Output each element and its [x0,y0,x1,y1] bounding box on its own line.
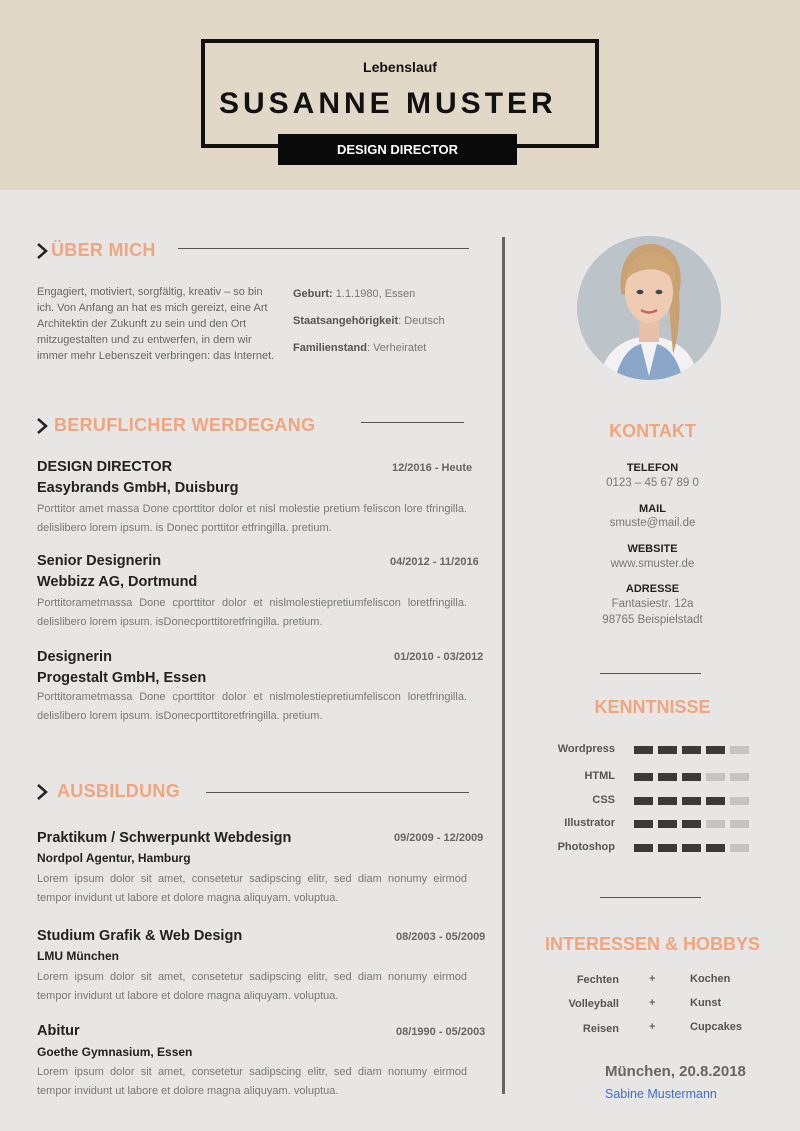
career-entry-2-title: Senior Designerin [37,553,162,569]
skill-bar-filled [658,844,677,852]
skill-bar-filled [658,797,677,805]
signature: Sabine Mustermann [605,1087,717,1101]
career-entry-3-company: Progestalt GmbH, Essen [37,670,207,686]
education-entry-2-title: Studium Grafik & Web Design [37,928,243,944]
personal-facts [293,288,503,369]
education-entry-2-desc: Lorem ipsum dolor sit amet, consetetur sadipscing elitr, sed diam nonumy eirmod tempor invidunt ut labore et dolore magna aliquyam. voluptua. [37,971,467,1002]
contact-address-line-1: Fantasiestr. 12a [611,598,694,610]
fact-nationality: Staatsangehörigkeit: Deutsch [293,315,445,327]
hobby-right-3: Cupcakes [690,1021,742,1033]
career-entry-1-date: 12/2016 - Heute [392,462,473,474]
skill-bar-empty [730,773,749,781]
skill-bar-filled [682,844,701,852]
about-text: Engagiert, motiviert, sorgfältig, kreativ – so bin ich. Von Anfang an hat es mich gereizt, eine Art Architektin der Zukunft zu sein und den Ort mitzugestalten und zu entwerfen, in dem wir immer mehr Lebenszeit verbringen: das Internet. [37,286,275,362]
education-entry-1-title: Praktikum / Schwerpunkt Webdesign [37,830,292,846]
skill-bar-filled [634,746,653,754]
contact-phone-label: TELEFON [626,462,679,474]
contact-mail-value: smuste@mail.de [609,517,696,529]
skill-bar-filled [682,746,701,754]
education-entry-3-desc: Lorem ipsum dolor sit amet, consetetur sadipscing elitr, sed diam nonumy eirmod tempor invidunt ut labore et dolore magna aliquyam. voluptua. [37,1066,467,1097]
skill-row [520,817,750,831]
hobby-left-3: Reisen [582,1023,619,1035]
skill-bar-empty [730,797,749,805]
education-entry-1-date: 09/2009 - 12/2009 [394,832,484,844]
job-title-banner: DESIGN DIRECTOR [278,134,517,165]
skill-bar-filled [706,746,725,754]
career-entry-2-company: Webbizz AG, Dortmund [37,574,198,590]
career-heading [35,415,315,436]
education-divider [206,792,469,793]
hobby-separator-3: + [649,1021,656,1033]
header-band [0,0,800,190]
skill-bar-filled [682,797,701,805]
skill-bar-empty [730,844,749,852]
skill-bar-filled [682,773,701,781]
skill-row [520,794,750,808]
contact-address-line-2: 98765 Beispielstadt [602,614,703,626]
hobby-separator-2: + [649,997,656,1009]
column-divider [502,237,505,1094]
education-heading [35,781,180,802]
career-entry-3-date: 01/2010 - 03/2012 [394,651,484,663]
skill-bar-filled [706,797,725,805]
skill-level-bars [634,797,749,805]
skills-divider [600,897,701,898]
skill-name: Illustrator [564,817,615,829]
skill-level-bars [634,746,749,754]
skill-level-bars [634,820,749,828]
education-entry-1-desc: Lorem ipsum dolor sit amet, consetetur sadipscing elitr, sed diam nonumy eirmod tempor invidunt ut labore et dolore magna aliquyam. voluptua. [37,873,467,904]
education-title: AUSBILDUNG [57,781,180,801]
career-entry-3-desc: Porttitorametmassa Done cporttitor dolor et nislmolestiepretiumfeliscon loretfringilla. delislibero lorem ipsum. isDonecporttitoretfringilla. pretium. [37,691,467,722]
education-entry-3-date: 08/1990 - 05/2003 [396,1026,486,1038]
contact-website-label: WEBSITE [627,543,678,555]
career-divider [361,422,464,423]
education-entry-1-org: Nordpol Agentur, Hamburg [37,851,191,865]
hobbies-title: INTERESSEN & HOBBYS [544,934,761,954]
contact-divider [600,673,701,674]
contact-address-label: ADRESSE [625,583,680,595]
skill-bar-empty [706,820,725,828]
skill-bar-empty [730,746,749,754]
fact-birth: Geburt: 1.1.1980, Essen [293,288,416,300]
profile-photo [577,236,721,380]
career-entry-2-desc: Porttitorametmassa Done cporttitor dolor et nislmolestiepretiumfeliscon loretfringilla. delislibero lorem ipsum. isDonecporttitoretfringilla. pretium. [37,597,467,628]
skill-bar-filled [658,820,677,828]
skill-row [520,770,750,784]
about-title: ÜBER MICH [51,240,156,260]
skill-bar-filled [682,820,701,828]
skill-bar-filled [634,820,653,828]
career-entry-2-date: 04/2012 - 11/2016 [390,556,479,568]
skill-level-bars [634,773,749,781]
skill-row [520,743,750,757]
education-entry-3-org: Goethe Gymnasium, Essen [37,1045,193,1059]
document-label: Lebenslauf [363,59,437,75]
skill-bar-filled [634,844,653,852]
education-entry-3-title: Abitur [37,1023,80,1039]
skill-name: Photoshop [557,841,615,853]
career-entry-1-title: DESIGN DIRECTOR [37,459,173,475]
fact-marital-status: Familienstand: Verheiratet [293,342,427,354]
chevron-right-icon [35,782,51,802]
place-and-date: München, 20.8.2018 [605,1063,746,1080]
skill-name: CSS [592,794,615,806]
education-entry-2-date: 08/2003 - 05/2009 [396,931,486,943]
skill-row [520,841,750,855]
education-entry-2-org: LMU München [37,949,119,963]
skill-bar-filled [634,797,653,805]
career-title: BERUFLICHER WERDEGANG [54,415,316,435]
hobby-left-1: Fechten [576,974,619,986]
skill-name: HTML [584,770,615,782]
career-entry-1-company: Easybrands GmbH, Duisburg [37,480,239,496]
hobby-right-1: Kochen [690,973,731,985]
contact-mail-label: MAIL [639,503,666,515]
hobby-separator-1: + [649,973,656,985]
skill-bar-filled [658,773,677,781]
skill-bar-empty [730,820,749,828]
career-entry-1-desc: Porttitor amet massa Done cporttitor dolor et nisl molestie pretium feliscon lore tfringilla. delislibero lorem ipsum. is Donec porttitor etfringilla. pretium. [37,503,467,534]
about-divider [178,248,469,249]
chevron-right-icon [35,241,51,261]
hobby-left-2: Volleyball [568,998,619,1010]
chevron-right-icon [35,416,51,436]
skill-level-bars [634,844,749,852]
skill-bar-filled [706,844,725,852]
contact-title: KONTAKT [609,421,696,441]
about-heading [35,240,156,261]
contact-phone-value: 0123 – 45 67 89 0 [606,477,699,489]
portrait-image [577,236,721,380]
career-entry-3-title: Designerin [37,649,112,665]
person-name: SUSANNE MUSTER [219,87,557,120]
skill-bar-filled [658,746,677,754]
name-frame [201,39,599,148]
hobby-right-2: Kunst [690,997,722,1009]
skills-title: KENNTNISSE [594,697,711,717]
skill-bar-empty [706,773,725,781]
skill-bar-filled [634,773,653,781]
contact-website-value: www.smuster.de [610,558,695,570]
skill-name: Wordpress [557,743,615,755]
